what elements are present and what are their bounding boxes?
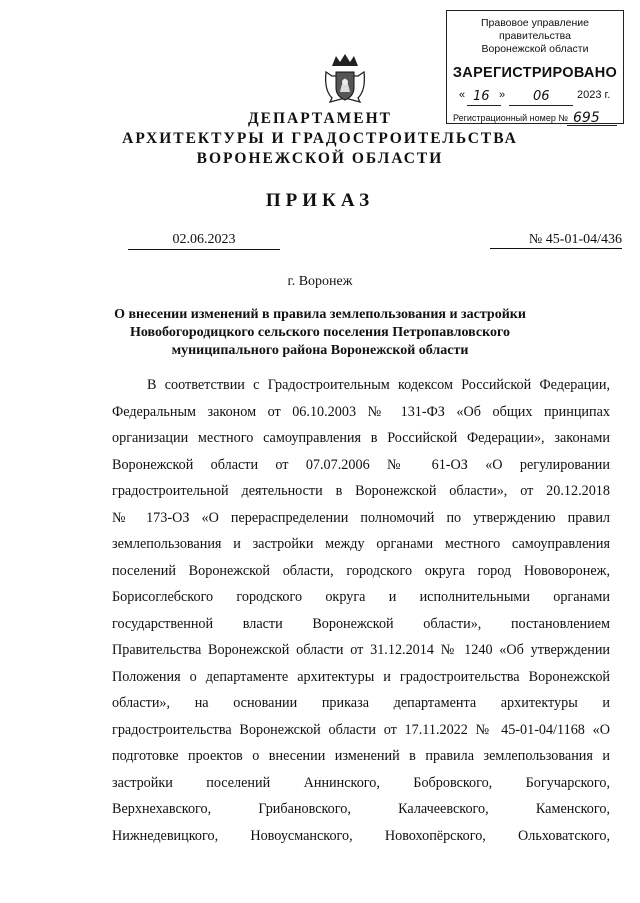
body-text-line: В соответствии с Градостроительным кодексом Российской Федерации, — [147, 377, 610, 393]
body-text-line: поселений Воронежской области, городского округа город Нововоронеж, — [112, 562, 610, 579]
subject-line: муниципального района Воронежской области — [171, 343, 469, 358]
stamp-reg-label: Регистрационный номер № — [453, 113, 569, 123]
coat-of-arms-icon — [322, 52, 368, 104]
body-text-line: Нижнедевицкого, Новоусманского, Новохопёрского, Ольховатского, — [112, 827, 610, 844]
stamp-date-close-quote: » — [499, 89, 506, 101]
stamp-year: 2023 г. — [577, 89, 611, 101]
stamp-month: 06 — [533, 89, 550, 104]
order-date: 02.06.2023 — [128, 232, 280, 250]
stamp-registered-label: ЗАРЕГИСТРИРОВАНО — [452, 65, 618, 81]
body-text-line: Борисоглебского городского округа и исполнительными органами — [112, 589, 610, 605]
order-title: ПРИКАЗ — [265, 190, 375, 211]
order-city: г. Воронеж — [287, 274, 353, 289]
department-name-line-1: ДЕПАРТАМЕНТ — [247, 110, 393, 127]
stamp-reg-number: 695 — [573, 110, 600, 126]
order-number: № 45-01-04/436 — [528, 232, 622, 247]
body-text-line: области», на основании приказа департамента архитектуры и — [112, 695, 610, 711]
body-text-line: застройки поселений Аннинского, Бобровского, Богучарского, — [112, 774, 610, 791]
order-subject — [100, 306, 540, 360]
subject-line: О внесении изменений в правила землепользования и застройки — [114, 307, 526, 322]
body-text-line: Правительства Воронежской области от 31.12.2014 № 1240 «Об утверждении — [112, 642, 610, 658]
body-text-line: градостроительства Воронежской области от 17.11.2022 № 45-01-04/1168 «О — [112, 721, 610, 738]
body-text-line: землепользования и застройки между органами местного самоуправления — [112, 536, 610, 552]
body-text-line: Федеральным законом от 06.10.2003 № 131-ФЗ «Об общих принципах — [112, 403, 610, 420]
body-text-line: организации местного самоуправления в Российской Федерации», законами — [112, 430, 610, 446]
stamp-region-line: Воронежской области — [481, 43, 589, 55]
body-text-line: № 173-ОЗ «О перераспределении полномочий по утверждению правил — [112, 509, 610, 526]
stamp-authority-line: Правовое управление правительства — [480, 17, 589, 42]
department-name-line-2: АРХИТЕКТУРЫ И ГРАДОСТРОИТЕЛЬСТВА — [122, 130, 518, 147]
body-text-line: Положения о департаменте архитектуры и градостроительства Воронежской — [112, 668, 610, 685]
department-name-line-3: ВОРОНЕЖСКОЙ ОБЛАСТИ — [196, 150, 444, 167]
order-number-field — [462, 232, 622, 249]
registration-stamp — [446, 10, 624, 124]
order-body-text — [112, 372, 610, 849]
body-text-line: градостроительной деятельности в Воронежской области», от 20.12.2018 — [112, 483, 610, 499]
stamp-date-open-quote: « — [459, 89, 466, 101]
body-text-line: государственной власти Воронежской области», постановлением — [112, 615, 610, 632]
body-text-line: Верхнехавского, Грибановского, Калачеевского, Каменского, — [112, 801, 610, 817]
body-text-line: подготовке проектов о внесении изменений в правила землепользования и — [112, 748, 610, 764]
stamp-day: 16 — [473, 89, 490, 104]
subject-line: Новобогородицкого сельского поселения Петропавловского — [130, 325, 510, 340]
body-text-line: Воронежской области от 07.07.2006 № 61-ОЗ «О регулировании — [112, 456, 610, 473]
stamp-date — [447, 89, 623, 109]
